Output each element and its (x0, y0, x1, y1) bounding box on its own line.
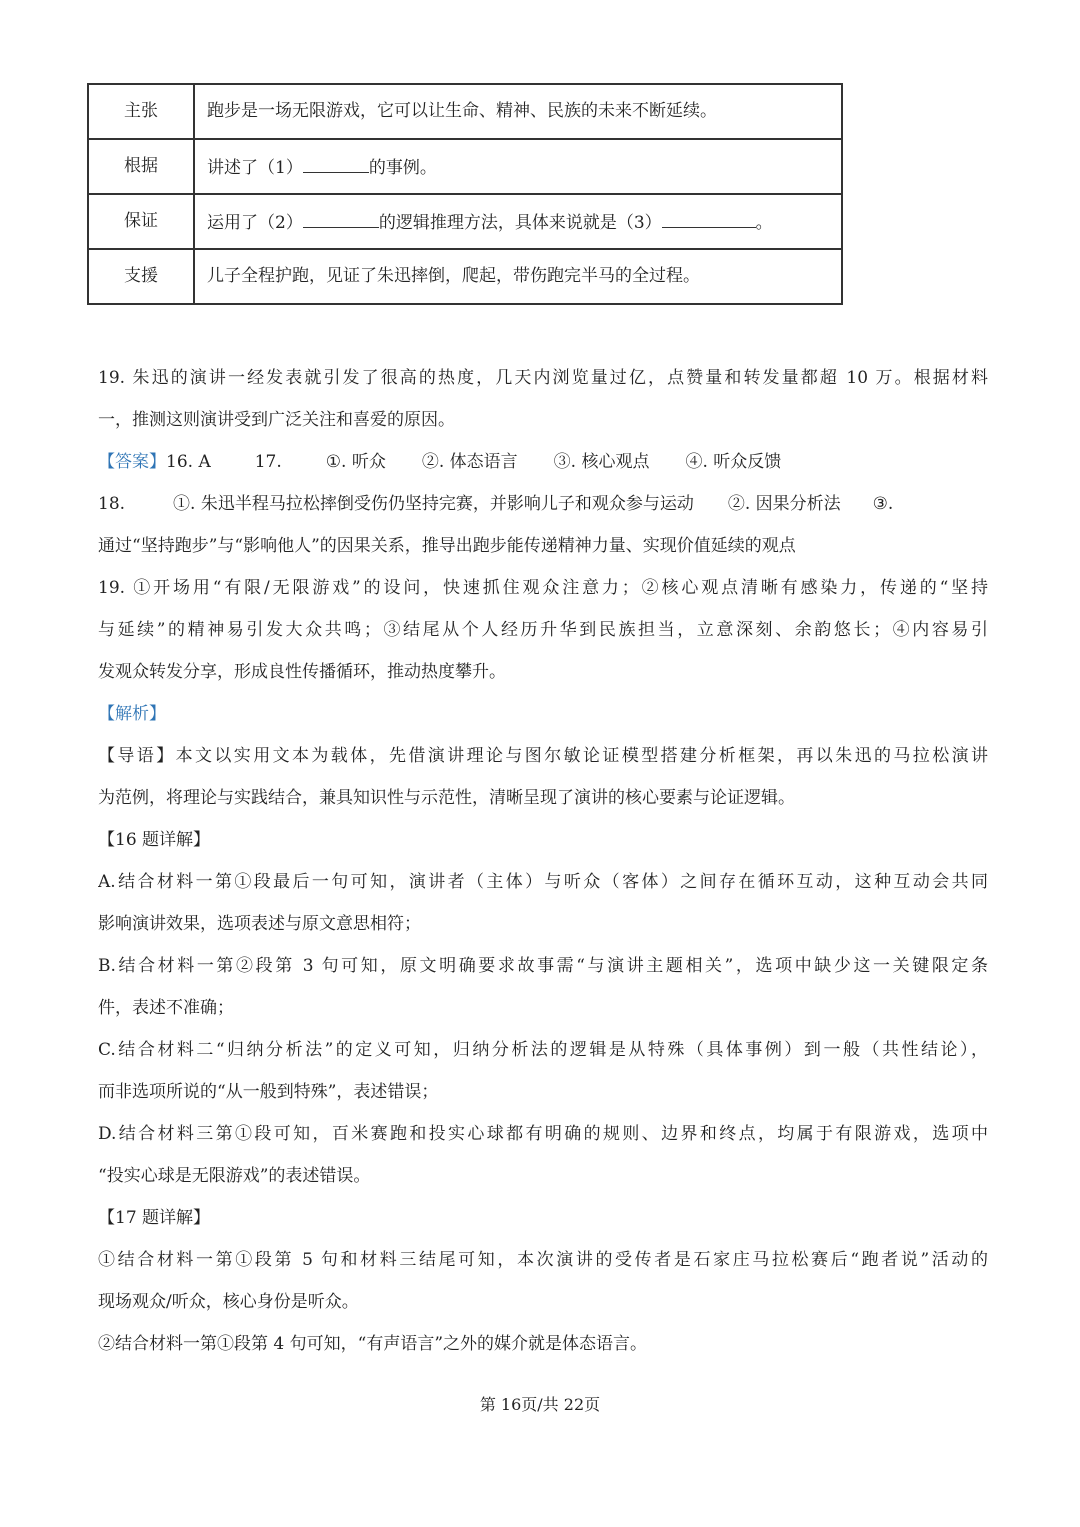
row-text: 讲述了（1） (207, 158, 303, 178)
argument-table (87, 83, 843, 305)
analysis-tag: 【解析】 (98, 704, 166, 724)
answer-18-item: ②. 因果分析法 (727, 494, 841, 514)
row-text: 的事例。 (368, 158, 437, 178)
table-row (88, 194, 842, 249)
table-row (88, 249, 842, 304)
section-heading-16: 【16 题详解】 (98, 830, 211, 850)
answer-tag: 【答案】 (98, 452, 166, 472)
answer-line (98, 441, 988, 483)
answer-19-line: 19. ①开场用“有限/无限游戏”的设问，快速抓住观众注意力；②核心观点清晰有感染力，传递的“坚持 (98, 578, 988, 598)
row-content: 儿子全程护跑，见证了朱迅摔倒，爬起，带伤跑完半马的全过程。 (194, 249, 842, 304)
fill-blank-2 (303, 211, 379, 228)
analysis-16-line: 而非选项所说的“从一般到特殊”，表述错误； (98, 1082, 439, 1102)
analysis-17-line: 现场观众/听众，核心身份是听众。 (98, 1292, 359, 1312)
analysis-16-line: D.结合材料三第①段可知，百米赛跑和投实心球都有明确的规则、边界和终点，均属于有限游戏，选项中 (98, 1124, 988, 1144)
table-row (88, 139, 842, 194)
analysis-intro-line: 【导语】本文以实用文本为载体，先借演讲理论与图尔敏论证模型搭建分析框架，再以朱迅的马拉松演讲 (98, 746, 988, 766)
answer-18-item: ①. 朱迅半程马拉松摔倒受伤仍坚持完赛，并影响儿子和观众参与运动 (173, 494, 694, 514)
analysis-16-line: 件，表述不准确； (98, 998, 234, 1018)
answer-17-item: ①. 听众 (325, 452, 386, 472)
row-content (194, 194, 842, 249)
row-text: 运用了（2） (207, 213, 303, 233)
analysis-intro-line: 为范例，将理论与实践结合，兼具知识性与示范性，清晰呈现了演讲的核心要素与论证逻辑。 (98, 788, 795, 808)
row-label: 根据 (88, 139, 194, 194)
page-footer: 第 16页/共 22页 (479, 1395, 601, 1414)
answer-19-line: 发观众转发分享，形成良性传播循环，推动热度攀升。 (98, 662, 506, 682)
answer-17-item: ③. 核心观点 (553, 452, 650, 472)
row-label: 支援 (88, 249, 194, 304)
answer-18-item: ③. (872, 494, 894, 514)
question-19-line: 19. 朱迅的演讲一经发表就引发了很高的热度，几天内浏览量过亿，点赞量和转发量都超 10 万。根据材料 (98, 368, 988, 388)
answer-18-num: 18. (98, 494, 126, 514)
analysis-16-line: A.结合材料一第①段最后一句可知，演讲者（主体）与听众（客体）之间存在循环互动，这种互动会共同 (98, 872, 988, 892)
section-heading-17: 【17 题详解】 (98, 1208, 211, 1228)
analysis-16-line: 影响演讲效果，选项表述与原文意思相符； (98, 914, 421, 934)
answer-18-line: 通过“坚持跑步”与“影响他人”的因果关系，推导出跑步能传递精神力量、实现价值延续的观点 (98, 536, 796, 556)
row-text: 的逻辑推理方法，具体来说就是（3） (378, 213, 662, 233)
fill-blank-3 (662, 211, 756, 228)
answer-18-line (98, 483, 988, 525)
row-content (194, 139, 842, 194)
fill-blank-1 (303, 156, 369, 173)
answer-17-item: ②. 体态语言 (421, 452, 518, 472)
row-label: 主张 (88, 84, 194, 139)
row-text: 。 (755, 213, 773, 233)
answer-17-num: 17. (254, 452, 282, 472)
question-19-line: 一，推测这则演讲受到广泛关注和喜爱的原因。 (98, 410, 455, 430)
answer-17-item: ④. 听众反馈 (685, 452, 782, 472)
analysis-16-line: C.结合材料二“归纳分析法”的定义可知，归纳分析法的逻辑是从特殊（具体事例）到一般（共性结论）， (98, 1040, 988, 1060)
row-content: 跑步是一场无限游戏，它可以让生命、精神、民族的未来不断延续。 (194, 84, 842, 139)
answer-19-line: 与延续”的精神易引发大众共鸣；③结尾从个人经历升华到民族担当，立意深刻、余韵悠长；④内容易引 (98, 620, 988, 640)
analysis-16-line: “投实心球是无限游戏”的表述错误。 (98, 1166, 371, 1186)
row-label: 保证 (88, 194, 194, 249)
analysis-16-line: B.结合材料一第②段第 3 句可知，原文明确要求故事需“与演讲主题相关”，选项中缺少这一关键限定条 (98, 956, 988, 976)
table-row (88, 84, 842, 139)
analysis-17-line: ①结合材料一第①段第 5 句和材料三结尾可知，本次演讲的受传者是石家庄马拉松赛后“跑者说”活动的 (98, 1250, 988, 1270)
answer-16: 16. A (166, 452, 211, 472)
analysis-17-line: ②结合材料一第①段第 4 句可知，“有声语言”之外的媒介就是体态语言。 (98, 1334, 648, 1354)
